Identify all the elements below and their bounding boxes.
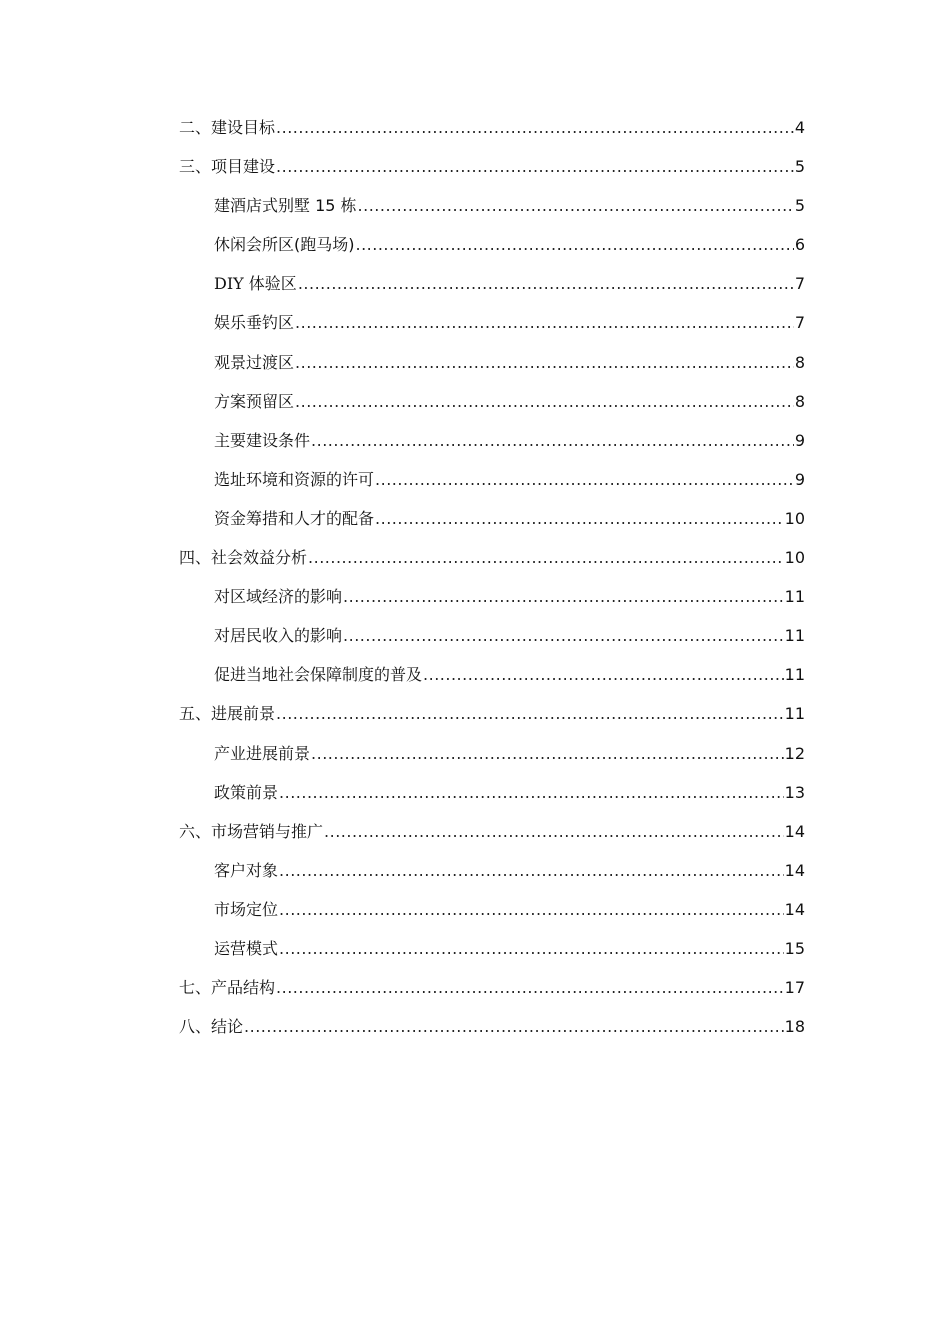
toc-leader-dots (295, 303, 794, 342)
toc-entry-title: 四、社会效益分析 (179, 548, 308, 568)
toc-leader-dots (276, 108, 794, 147)
toc-entry[interactable] (179, 734, 805, 773)
toc-entry[interactable] (179, 382, 805, 421)
toc-entry-page: 8 (794, 391, 805, 411)
toc-leader-dots (276, 694, 784, 733)
toc-entry[interactable] (179, 499, 805, 538)
toc-entry-title: 建酒店式别墅 15 栋 (214, 196, 357, 216)
toc-entry-page: 5 (794, 157, 805, 177)
toc-entry[interactable] (179, 147, 805, 186)
toc-entry-page: 14 (784, 899, 805, 919)
toc-entry-page: 13 (784, 782, 805, 802)
toc-entry-page: 9 (794, 469, 805, 489)
toc-entry[interactable] (179, 929, 805, 968)
toc-entry-title: 八、结论 (179, 1017, 244, 1037)
toc-entry-page: 7 (794, 274, 805, 294)
toc-leader-dots (308, 538, 784, 577)
toc-entry-title: 对居民收入的影响 (214, 626, 343, 646)
toc-entry-title: 选址环境和资源的许可 (214, 469, 375, 489)
toc-leader-dots (343, 577, 784, 616)
toc-leader-dots (311, 734, 784, 773)
toc-entry-title: 七、产品结构 (179, 978, 276, 998)
toc-entry[interactable] (179, 186, 805, 225)
toc-entry[interactable] (179, 851, 805, 890)
toc-leader-dots (423, 655, 784, 694)
toc-entry[interactable] (179, 968, 805, 1007)
toc-leader-dots (343, 616, 784, 655)
toc-entry-page: 11 (784, 704, 805, 724)
toc-entry-page: 10 (784, 508, 805, 528)
toc-entry[interactable] (179, 577, 805, 616)
toc-entry-title: 五、进展前景 (179, 704, 276, 724)
toc-leader-dots (279, 851, 784, 890)
toc-entry-page: 14 (784, 821, 805, 841)
toc-entry-page: 11 (784, 626, 805, 646)
toc-leader-dots (358, 186, 794, 225)
toc-entry-title: 三、项目建设 (179, 157, 276, 177)
toc-entry-page: 11 (784, 665, 805, 685)
toc-entry-page: 6 (794, 235, 805, 255)
toc-entry-title: 政策前景 (214, 782, 279, 802)
toc-entry-page: 9 (794, 430, 805, 450)
toc-entry[interactable] (179, 421, 805, 460)
toc-entry-page: 4 (794, 118, 805, 137)
toc-leader-dots (356, 225, 794, 264)
toc-entry-page: 8 (794, 352, 805, 372)
toc-entry[interactable] (179, 108, 805, 147)
toc-entry-page: 7 (794, 313, 805, 333)
toc-entry-title: 客户对象 (214, 860, 279, 880)
toc-entry-page: 11 (784, 587, 805, 607)
toc-leader-dots (295, 382, 794, 421)
toc-entry-title: 方案预留区 (214, 391, 295, 411)
toc-entry-title: 资金筹措和人才的配备 (214, 508, 375, 528)
table-of-contents (179, 108, 805, 1046)
toc-entry[interactable] (179, 1007, 805, 1046)
toc-entry-page: 15 (784, 938, 805, 958)
toc-entry-title: 二、建设目标 (179, 118, 276, 137)
toc-leader-dots (279, 773, 784, 812)
toc-entry-page: 14 (784, 860, 805, 880)
toc-entry[interactable] (179, 890, 805, 929)
toc-entry-title: 产业进展前景 (214, 743, 311, 763)
toc-leader-dots (244, 1007, 784, 1046)
toc-entry-page: 5 (794, 196, 805, 216)
toc-leader-dots (324, 812, 784, 851)
toc-entry-title: DIY 体验区 (214, 274, 297, 294)
toc-entry-page: 12 (784, 743, 805, 763)
toc-leader-dots (279, 929, 784, 968)
toc-entry-title: 对区域经济的影响 (214, 587, 343, 607)
toc-entry-title: 休闲会所区(跑马场) (214, 235, 355, 255)
toc-entry-title: 娱乐垂钓区 (214, 313, 295, 333)
toc-entry[interactable] (179, 460, 805, 499)
toc-entry[interactable] (179, 264, 805, 303)
toc-entry-title: 六、市场营销与推广 (179, 821, 324, 841)
toc-entry-title: 观景过渡区 (214, 352, 295, 372)
toc-leader-dots (295, 343, 794, 382)
toc-entry-title: 促进当地社会保障制度的普及 (214, 665, 423, 685)
toc-entry-page: 10 (784, 548, 805, 568)
toc-entry[interactable] (179, 343, 805, 382)
toc-leader-dots (276, 968, 784, 1007)
toc-entry[interactable] (179, 694, 805, 733)
toc-entry[interactable] (179, 616, 805, 655)
toc-leader-dots (375, 499, 784, 538)
toc-entry[interactable] (179, 655, 805, 694)
toc-leader-dots (276, 147, 794, 186)
toc-entry[interactable] (179, 812, 805, 851)
toc-leader-dots (279, 890, 784, 929)
toc-entry-page: 17 (784, 978, 805, 998)
toc-entry[interactable] (179, 303, 805, 342)
toc-entry[interactable] (179, 538, 805, 577)
toc-entry-title: 市场定位 (214, 899, 279, 919)
toc-entry-page: 18 (784, 1017, 805, 1037)
toc-leader-dots (375, 460, 794, 499)
toc-entry-title: 运营模式 (214, 938, 279, 958)
toc-leader-dots (298, 264, 794, 303)
toc-entry[interactable] (179, 225, 805, 264)
toc-leader-dots (311, 421, 794, 460)
toc-entry-title: 主要建设条件 (214, 430, 311, 450)
toc-entry[interactable] (179, 773, 805, 812)
